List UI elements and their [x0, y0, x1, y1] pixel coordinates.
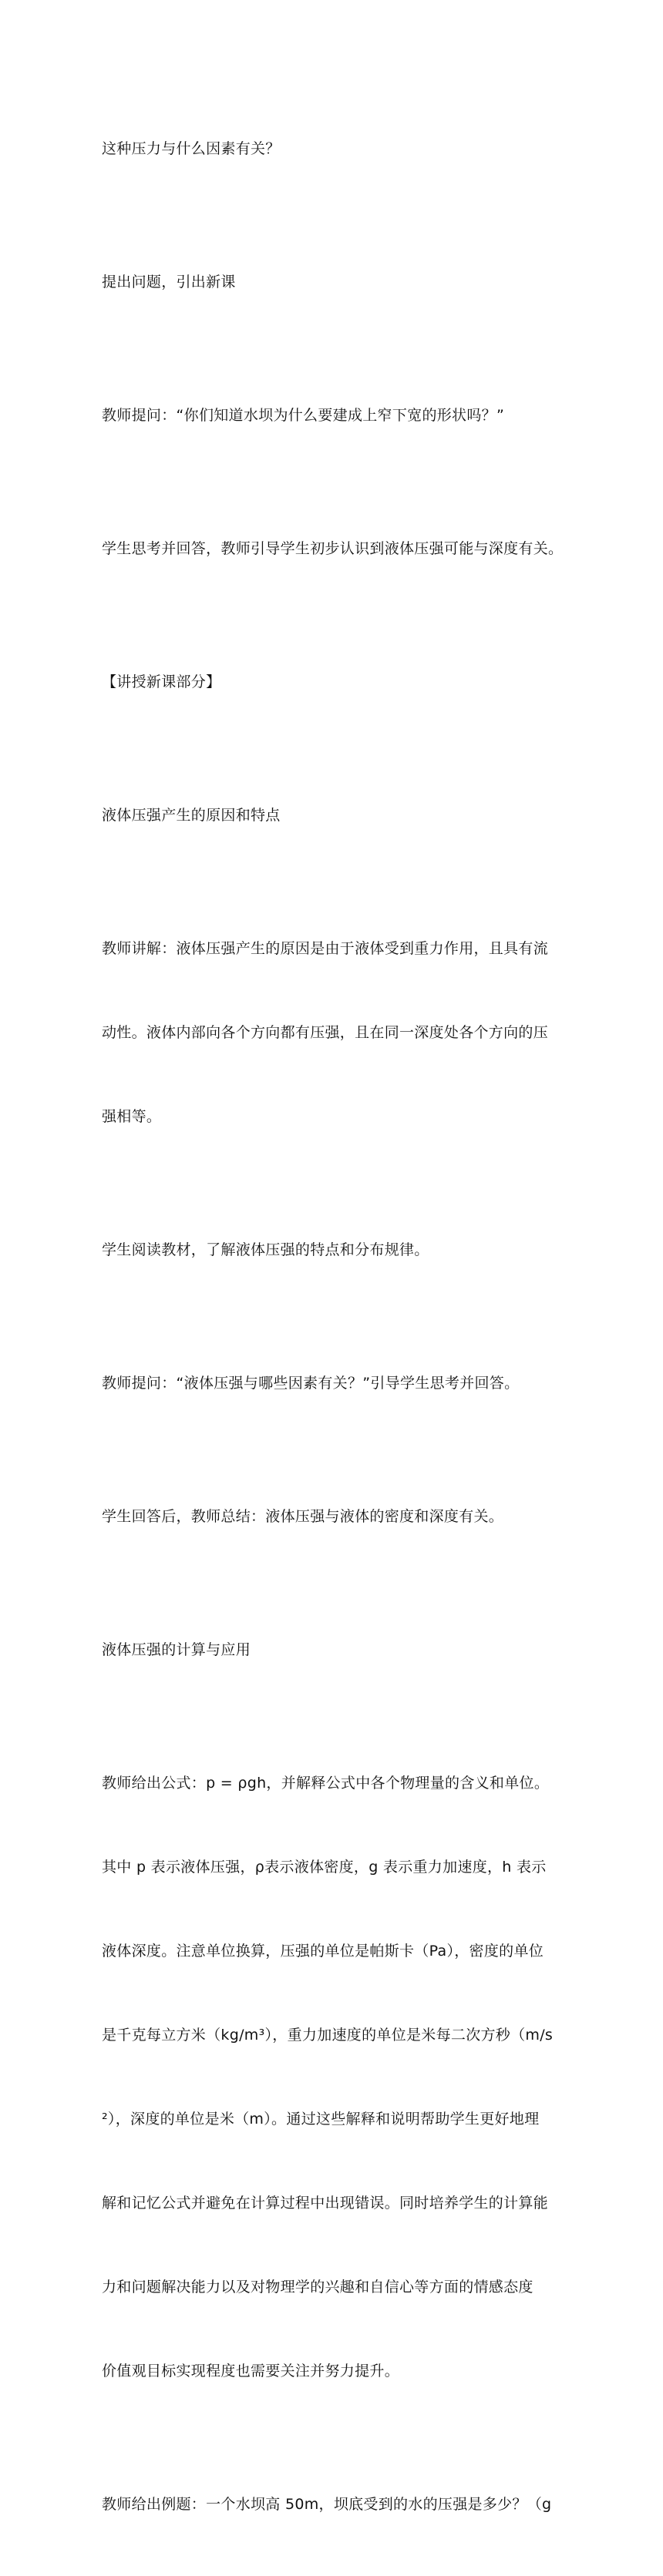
subheading-pressure-causes	[102, 754, 572, 877]
text-line: 液体压强的计算与应用	[102, 1641, 251, 1658]
paragraph-student-reading	[102, 1188, 572, 1312]
text-line: 动性。液体内部向各个方向都有压强，且在同一深度处各个方向的压	[102, 1024, 549, 1041]
text-line: ²），深度的单位是米（m）。通过这些解释和说明帮助学生更好地理	[102, 2111, 540, 2128]
text-line: 学生回答后，教师总结：液体压强与液体的密度和深度有关。	[102, 1508, 504, 1525]
paragraph-teacher-question-factors	[102, 1322, 572, 1445]
paragraph-question	[102, 87, 572, 210]
text-line: 提出问题，引出新课	[102, 274, 236, 291]
document-body	[102, 87, 572, 2576]
text-line: 液体压强产生的原因和特点	[102, 807, 281, 824]
subheading-calculation	[102, 1588, 572, 1711]
text-line: 这种压力与什么因素有关？	[102, 140, 281, 157]
text-line: 强相等。	[102, 1108, 162, 1125]
paragraph-intro-heading	[102, 220, 572, 344]
text-line: 是千克每立方米（kg/m³），重力加速度的单位是米每二次方秒（m/s	[102, 2027, 554, 2044]
text-line: 教师提问：“你们知道水坝为什么要建成上窄下宽的形状吗？”	[102, 407, 505, 424]
text-line: 学生思考并回答，教师引导学生初步认识到液体压强可能与深度有关。	[102, 540, 564, 557]
text-line: 教师给出公式：p = ρgh，并解释公式中各个物理量的含义和单位。	[102, 1775, 550, 1792]
paragraph-formula-explanation	[102, 1721, 572, 2433]
paragraph-teacher-explanation	[102, 887, 572, 1178]
text-line: 教师给出例题：一个水坝高 50m，坝底受到的水的压强是多少？（g	[102, 2496, 552, 2513]
text-line: 教师讲解：液体压强产生的原因是由于液体受到重力作用，且具有流	[102, 940, 549, 957]
paragraph-student-answer	[102, 487, 572, 610]
text-line: 教师提问：“液体压强与哪些因素有关？”引导学生思考并回答。	[102, 1375, 520, 1392]
text-line: 力和问题解决能力以及对物理学的兴趣和自信心等方面的情感态度	[102, 2279, 533, 2296]
paragraph-teacher-summary	[102, 1455, 572, 1578]
text-line: 其中 p 表示液体压强，ρ表示液体密度，g 表示重力加速度，h 表示	[102, 1859, 547, 1876]
paragraph-teacher-question-dam	[102, 354, 572, 477]
text-line: 【讲授新课部分】	[102, 673, 221, 690]
text-line: 学生阅读教材，了解液体压强的特点和分布规律。	[102, 1241, 429, 1258]
paragraph-example-problem	[102, 2443, 572, 2566]
text-line: 解和记忆公式并避免在计算过程中出现错误。同时培养学生的计算能	[102, 2195, 549, 2212]
text-line: 价值观目标实现程度也需要关注并努力提升。	[102, 2363, 400, 2380]
section-heading-new-lesson	[102, 620, 572, 744]
text-line: 液体深度。注意单位换算，压强的单位是帕斯卡（Pa），密度的单位	[102, 1943, 544, 1960]
